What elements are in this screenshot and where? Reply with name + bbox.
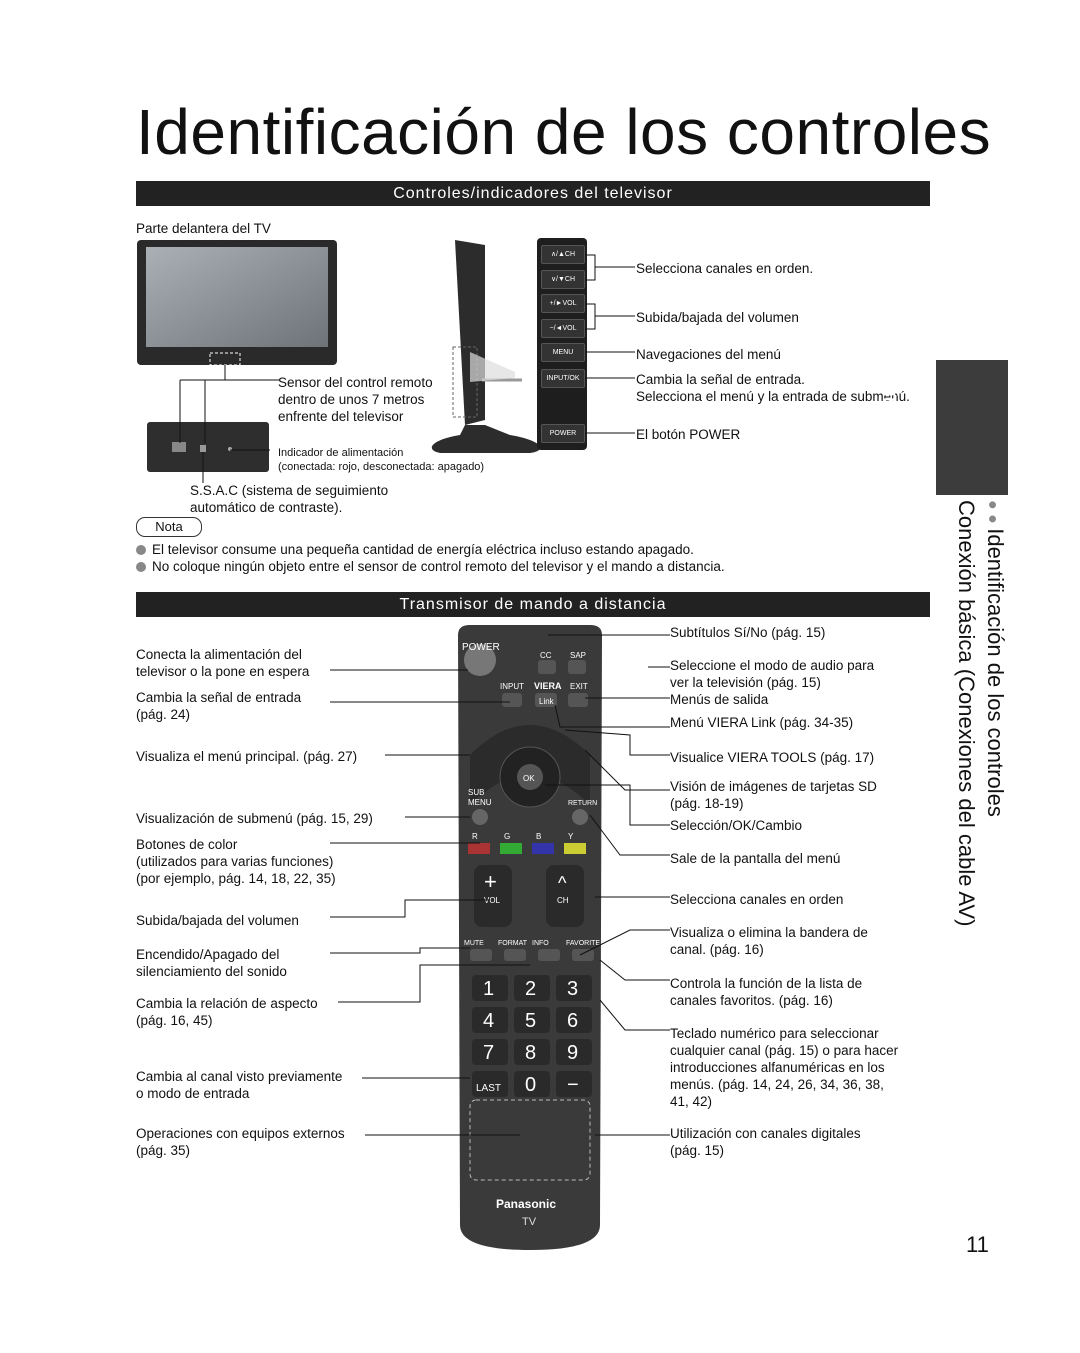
remote-key-label: −	[567, 1074, 579, 1096]
remote-color-desc: Botones de color (utilizados para varias funciones) (por ejemplo, pág. 14, 18, 22, 35)	[136, 837, 336, 886]
remote-key-label: R	[472, 832, 478, 841]
remote-ext-desc: Operaciones con equipos externos (pág. 35)	[136, 1126, 345, 1158]
remote-key-label: 6	[567, 1010, 579, 1032]
remote-keypad-desc: Teclado numérico para seleccionar cualquier canal (pág. 15) o para hacer introducciones alfanuméricas en los menús. (pág. 14, 24, 26, 34, 36, 38, 41, 42)	[670, 1026, 899, 1109]
remote-leader-lines	[330, 630, 670, 1170]
section-header-remote: Transmisor de mando a distancia	[136, 592, 930, 617]
svg-text:+: +	[484, 869, 497, 894]
remote-menu-desc: Visualiza el menú principal. (pág. 27)	[136, 749, 358, 764]
remote-submenu-desc: Visualización de submenú (pág. 15, 29)	[136, 811, 373, 826]
note-list	[136, 541, 916, 575]
remote-input-desc: Cambia la señal de entrada (pág. 24)	[136, 690, 302, 722]
callout-power: El botón POWER	[636, 427, 741, 442]
side-button: INPUT/OK	[541, 369, 585, 388]
remote-vol-desc: Subida/bajada del volumen	[136, 913, 299, 928]
remote-format-desc: Cambia la relación de aspecto (pág. 16, 45)	[136, 996, 318, 1028]
r-return-label: RETURN	[568, 800, 598, 807]
callout-input: Cambia la señal de entrada. Selecciona el menú y la entrada de submenú.	[636, 372, 910, 404]
r-cc-label: CC	[540, 651, 552, 660]
remote-last-desc: Cambia al canal visto previamente o modo de entrada	[136, 1069, 343, 1101]
remote-info-desc: Visualiza o elimina la bandera de canal. (pág. 16)	[670, 925, 868, 957]
remote-key-label: 8	[525, 1042, 537, 1064]
r-submenu-label: MENU	[468, 798, 492, 807]
r-sub-label: SUB	[468, 788, 485, 797]
side-button: ∨/▼CH	[541, 270, 585, 289]
section-header-tv-controls: Controles/indicadores del televisor	[136, 181, 930, 206]
r-exit-label: EXIT	[570, 682, 588, 691]
remote-ch-desc: Selecciona canales en orden	[670, 892, 844, 907]
remote-key-label: FAVORITE	[566, 940, 601, 947]
r-link-label: Link	[539, 697, 554, 706]
ssac-label: S.S.A.C (sistema de seguimiento automático de contraste).	[190, 483, 389, 515]
remote-key-label: Y	[568, 832, 574, 841]
side-button: −/◄VOL	[541, 319, 585, 338]
remote-key-label: FORMAT	[498, 940, 528, 947]
remote-key-label: G	[504, 832, 511, 841]
remote-link-desc: Menú VIERA Link (pág. 34-35)	[670, 715, 854, 730]
front-label: Parte delantera del TV	[136, 221, 271, 236]
r-tv-label: TV	[522, 1216, 537, 1228]
r-input-label: INPUT	[500, 682, 524, 691]
side-button: +/►VOL	[541, 294, 585, 313]
r-vol-label: VOL	[484, 896, 501, 905]
power-indicator-label: Indicador de alimentación (conectada: rojo, desconectada: apagado)	[278, 447, 485, 473]
r-ch-label: CH	[557, 896, 569, 905]
page-title: Identificación de los controles	[136, 96, 992, 168]
r-sap-label: SAP	[570, 651, 587, 660]
svg-text:^: ^	[558, 873, 567, 893]
sidebar-entry: Conexión básica (Conexiones del cable AV)	[954, 500, 979, 927]
r-viera-label: VIERA	[534, 681, 562, 691]
remote-key-label: INFO	[532, 940, 549, 947]
remote-tools-desc: Visualice VIERA TOOLS (pág. 17)	[670, 750, 875, 765]
side-button: ∧/▲CH	[541, 245, 585, 264]
remote-power-desc: Conecta la alimentación del televisor o la pone en espera	[136, 647, 310, 679]
sidebar	[878, 360, 1008, 927]
remote-key-label: B	[536, 832, 542, 841]
remote-key-label: 7	[483, 1042, 495, 1064]
remote-digital-desc: Utilización con canales digitales (pág. 15)	[670, 1126, 861, 1158]
bullet-icon	[136, 545, 146, 555]
page-number: 11	[966, 1232, 989, 1257]
remote-mute-desc: Encendido/Apagado del silenciamiento del sonido	[136, 947, 287, 979]
remote-sd-desc: Visión de imágenes de tarjetas SD (pág. 18-19)	[670, 779, 877, 811]
sidebar-entry-current: ● ● Identificación de los controles	[983, 500, 1008, 817]
sidebar-tab[interactable]: Guía de inicio rápido	[878, 392, 929, 510]
callout-menu: Navegaciones del menú	[636, 347, 781, 362]
remote-key-label: 5	[525, 1010, 537, 1032]
note-item: El televisor consume una pequeña cantidad de energía eléctrica incluso estando apagado.	[136, 541, 916, 558]
remote-cc-desc: Subtítulos Sí/No (pág. 15)	[670, 625, 826, 640]
note-label: Nota	[136, 517, 202, 537]
note-item: No coloque ningún objeto entre el sensor de control remoto del televisor y el mando a distancia.	[136, 558, 916, 575]
remote-exit-desc: Menús de salida	[670, 692, 769, 707]
sensor-callout: Sensor del control remoto dentro de unos 7 metros enfrente del televisor	[278, 375, 433, 424]
bullet-icon	[136, 562, 146, 572]
remote-key-label: 4	[483, 1010, 495, 1032]
remote-key-label: 2	[525, 978, 537, 1000]
remote-fav-desc: Controla la función de la lista de canales favoritos. (pág. 16)	[670, 976, 863, 1008]
remote-key-label: 9	[567, 1042, 579, 1064]
remote-key-label: 3	[567, 978, 579, 1000]
side-button: MENU	[541, 343, 585, 362]
callout-vol: Subida/bajada del volumen	[636, 310, 799, 325]
r-brand-label: Panasonic	[496, 1197, 557, 1211]
remote-key-label: 1	[483, 978, 495, 1000]
remote-sap-desc: Seleccione el modo de audio para ver la televisión (pág. 15)	[670, 658, 875, 690]
callout-ch: Selecciona canales en orden.	[636, 261, 814, 276]
r-ok-label: OK	[523, 774, 535, 783]
side-button: POWER	[541, 424, 585, 443]
remote-ok-desc: Selección/OK/Cambio	[670, 818, 803, 833]
remote-return-desc: Sale de la pantalla del menú	[670, 851, 841, 866]
remote-key-label: MUTE	[464, 940, 484, 947]
sidebar-entries	[953, 500, 1008, 926]
side-callout-lines	[470, 240, 640, 450]
remote-key-label: LAST	[476, 1083, 502, 1094]
remote-key-label: 0	[525, 1074, 537, 1096]
r-power-label: POWER	[462, 642, 500, 653]
